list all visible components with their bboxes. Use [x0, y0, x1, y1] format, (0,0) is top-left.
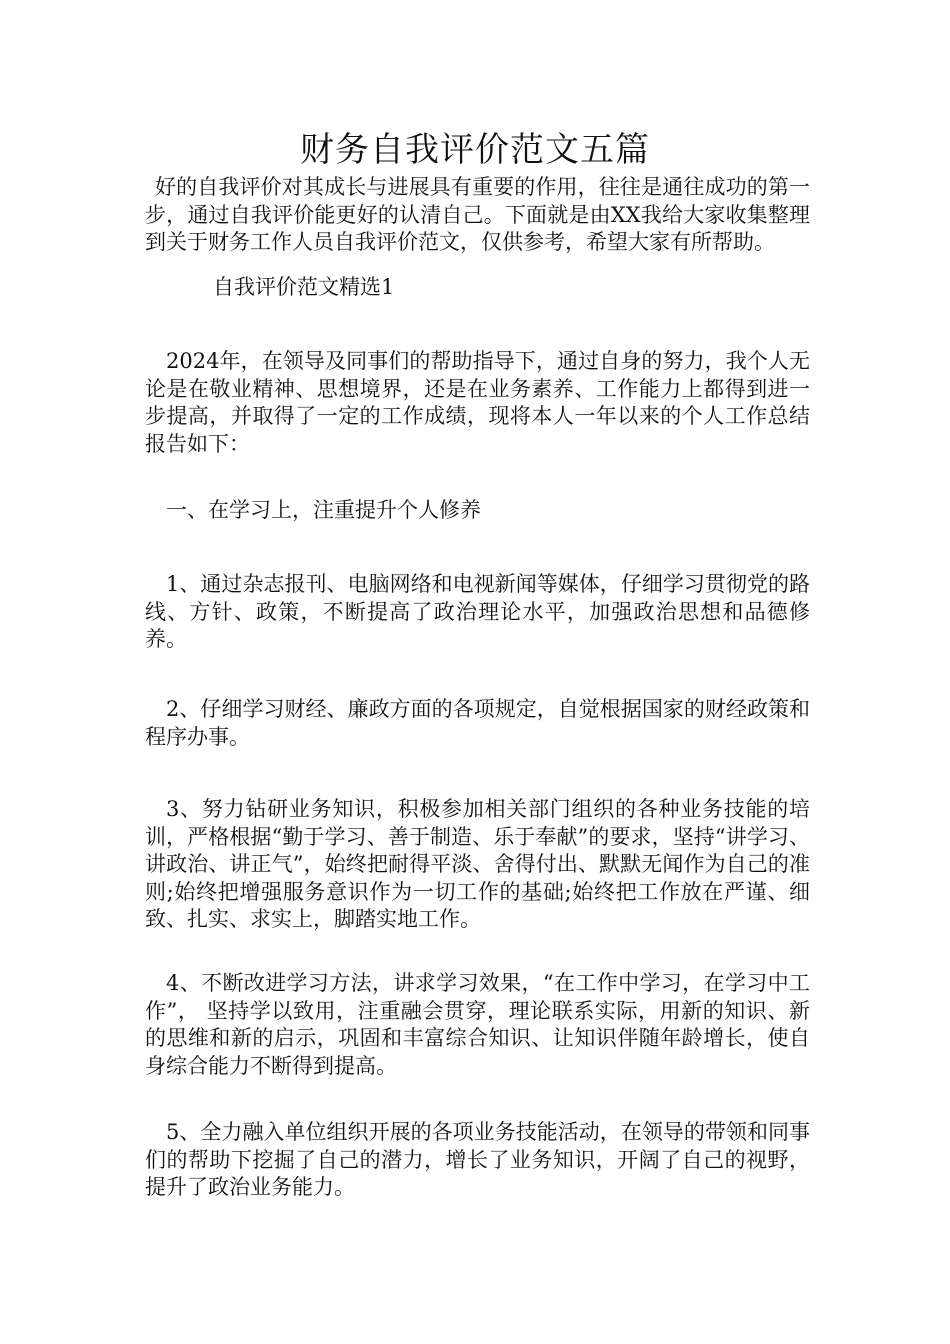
body-paragraph-item-1: 1、通过杂志报刊、电脑网络和电视新闻等媒体，仔细学习贯彻党的路线、方针、政策，不断提高了政治理论水平，加强政治思想和品德修养。 [145, 572, 810, 651]
document-title: 财务自我评价范文五篇 [300, 130, 650, 170]
intro-paragraph: 好的自我评价对其成长与进展具有重要的作用，往往是通往成功的第一步，通过自我评价能更好的认清自己。下面就是由XX我给大家收集整理到关于财务工作人员自我评价范文，仅供参考，希望大家有所帮助。 [145, 175, 810, 254]
body-paragraph-summary: 2024年，在领导及同事们的帮助指导下，通过自身的努力，我个人无论是在敬业精神、思想境界，还是在业务素养、工作能力上都得到进一步提高，并取得了一定的工作成绩，现将本人一年以来的个人工作总结报告如下： [145, 349, 810, 456]
body-paragraph-item-4: 4、不断改进学习方法，讲求学习效果，“在工作中学习，在学习中工作”， 坚持学以致用，注重融会贯穿，理论联系实际，用新的知识、新的思维和新的启示，巩固和丰富综合知识、让知识伴随年龄增长，使自身综合能力不断得到提高。 [145, 971, 810, 1078]
section-title: 自我评价范文精选1 [213, 275, 395, 299]
section-heading-study: 一、在学习上，注重提升个人修养 [166, 498, 481, 522]
body-paragraph-item-2: 2、仔细学习财经、廉政方面的各项规定，自觉根据国家的财经政策和程序办事。 [145, 697, 810, 749]
body-paragraph-item-5: 5、全力融入单位组织开展的各项业务技能活动，在领导的带领和同事们的帮助下挖掘了自己的潜力，增长了业务知识，开阔了自己的视野，提升了政治业务能力。 [145, 1120, 810, 1199]
body-paragraph-item-3: 3、努力钻研业务知识，积极参加相关部门组织的各种业务技能的培训，严格根据“勤于学习、善于制造、乐于奉献”的要求，坚持“讲学习、讲政治、讲正气”，始终把耐得平淡、舍得付出、默默无闻作为自己的准则;始终把增强服务意识作为一切工作的基础;始终把工作放在严谨、细致、扎实、求实上，脚踏实地工作。 [145, 797, 810, 931]
